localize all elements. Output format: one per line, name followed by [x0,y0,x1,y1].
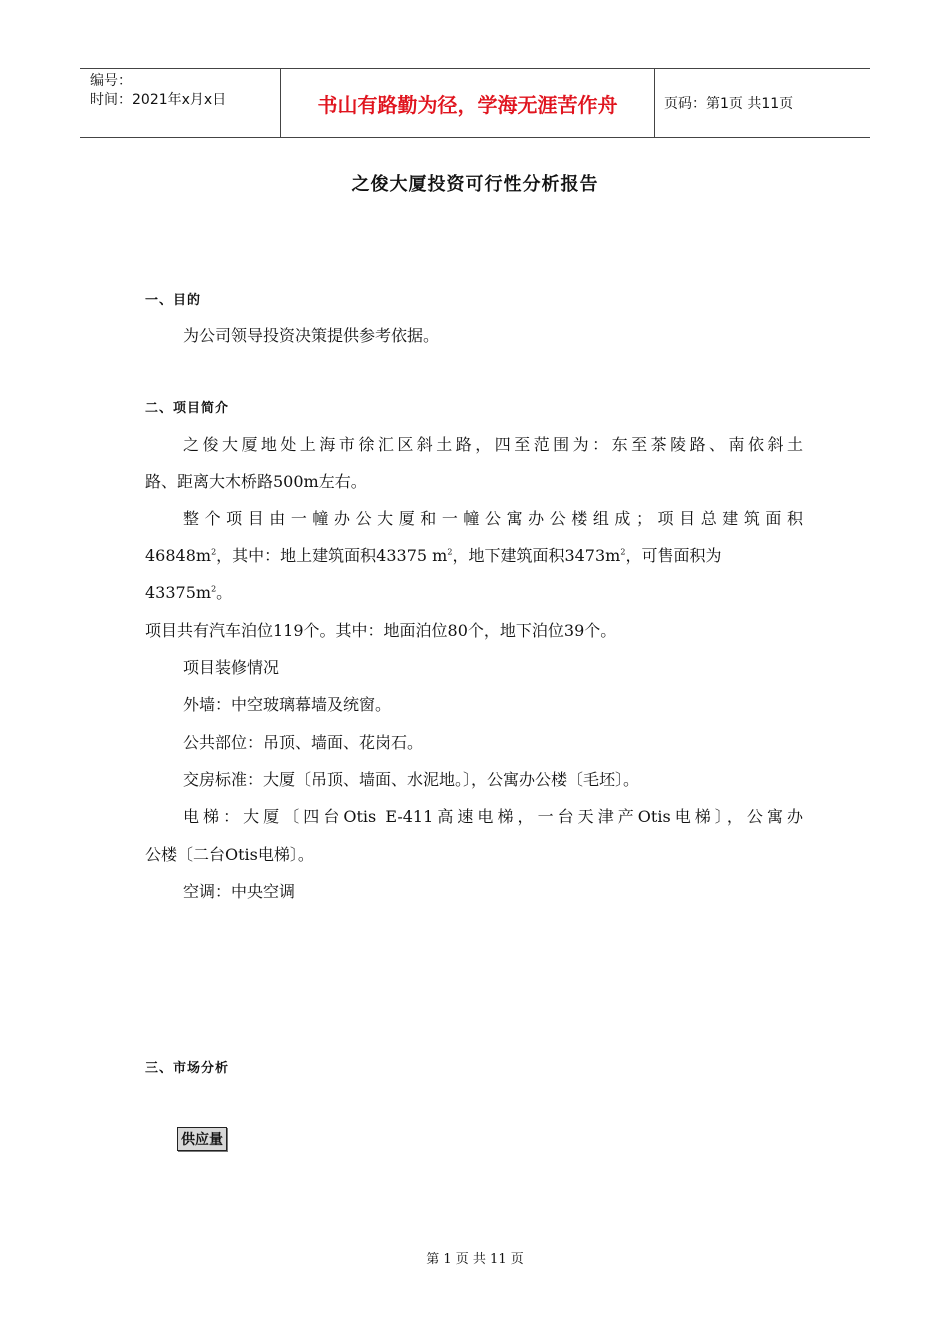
elevator-line-1: 电梯：大厦〔四台Otis E-411高速电梯，一台天津产Otis电梯〕，公寓办 [183,807,803,826]
parking-text: 项目共有汽车泊位119个。其中：地面泊位80个，地下泊位39个。 [145,621,617,640]
elevator-line-2: 公楼〔二台Otis电梯〕。 [145,845,314,864]
composition-line-3 [145,580,232,603]
header-table [80,68,870,138]
header-meta-cell [80,69,281,137]
decoration-title: 项目装修情况 [183,658,280,677]
location-line-1: 之俊大厦地处上海市徐汇区斜土路，四至范围为：东至茶陵路、南依斜土 [183,435,803,454]
saleable-area-value: 43375m [145,583,212,602]
underground-area: ，地下建筑面积3473m [452,546,621,565]
section-heading-purpose: 一、目的 [145,293,202,308]
purpose-text: 为公司领导投资决策提供参考依据。 [183,326,440,345]
superscript: 2 [211,547,217,557]
exterior-wall: 外墙：中空玻璃幕墙及统窗。 [183,695,392,714]
saleable-area-label: ，可售面积为 [625,546,722,565]
superscript: 2 [620,547,626,557]
handover-standard: 交房标准：大厦〔吊顶、墙面、水泥地。〕，公寓办公楼〔毛坯〕。 [183,770,640,789]
period: 。 [216,583,233,602]
superscript: 2 [211,584,217,594]
number-label: 编号： [90,73,132,89]
document-title: 之俊大厦投资可行性分析报告 [351,174,599,195]
location-line-2: 路、距离大木桥路500m左右。 [145,472,367,491]
section-heading-market: 三、市场分析 [145,1061,230,1076]
page-footer: 第 1 页 共 11 页 [426,1252,524,1267]
composition-line-1: 整个项目由一幢办公大厦和一幢公寓办公楼组成；项目总建筑面积 [183,509,803,528]
total-area-value: 46848m [145,546,212,565]
supply-label-box: 供应量 [177,1127,227,1151]
section-heading-overview: 二、项目简介 [145,401,230,416]
time-label: 时间：2021年x月x日 [90,92,227,108]
header-page-info: 页码：第1页 共11页 [664,96,794,112]
header-motto: 书山有路勤为径，学海无涯苦作舟 [281,69,655,137]
public-areas: 公共部位：吊顶、墙面、花岗石。 [183,733,424,752]
composition-line-2 [145,543,721,566]
above-ground-area: ，其中：地上建筑面积43375 m [216,546,448,565]
air-conditioning: 空调：中央空调 [183,882,296,901]
superscript: 2 [447,547,453,557]
